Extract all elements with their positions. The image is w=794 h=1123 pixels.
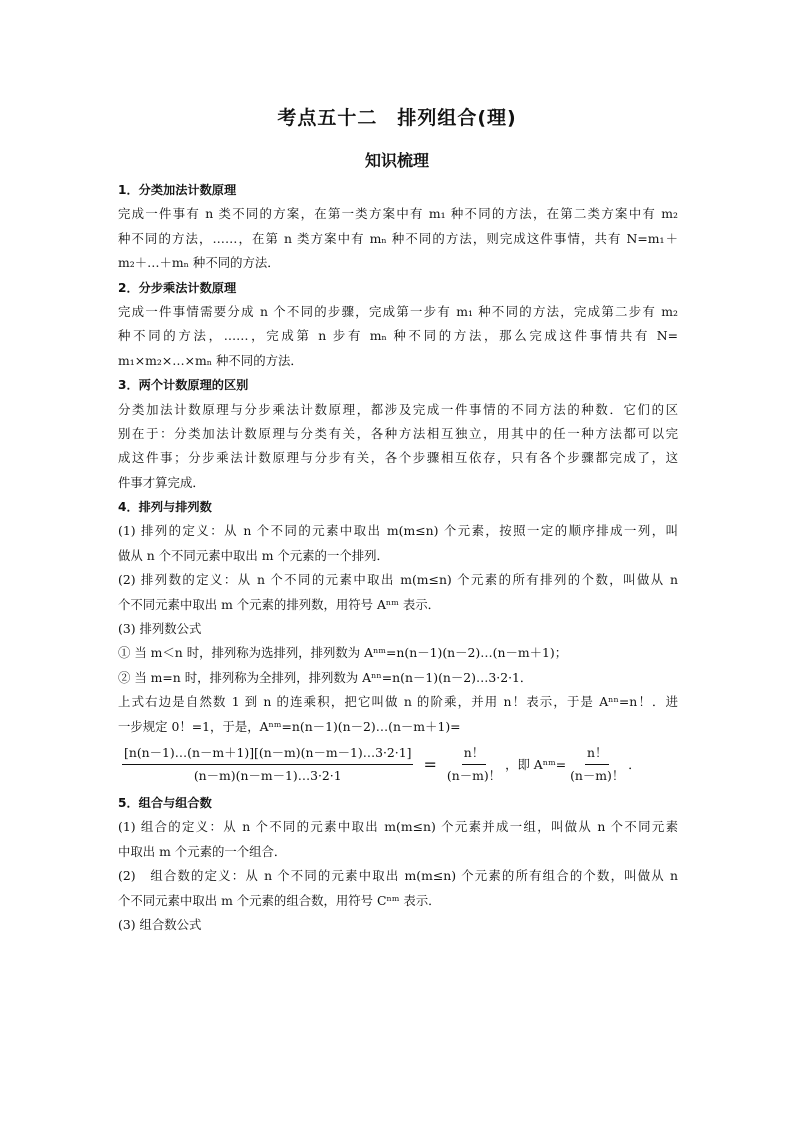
paragraph-line: 个不同元素中取出 m 个元素的组合数，用符号 Cⁿᵐ 表示． bbox=[118, 892, 441, 908]
fraction-numerator: n！ bbox=[462, 744, 486, 765]
fraction bbox=[570, 744, 624, 785]
fraction-denominator: (n－m)！ bbox=[446, 768, 502, 784]
formula-end: ． bbox=[628, 756, 641, 772]
paragraph-line: 中取出 m 个元素的一个组合． bbox=[118, 843, 287, 859]
paragraph-line: 分类加法计数原理与分步乘法计数原理，都涉及完成一件事情的不同方法的种数．它们的区 bbox=[118, 401, 678, 417]
paragraph-line: 件事才算完成． bbox=[118, 474, 205, 490]
fraction bbox=[447, 744, 501, 785]
paragraph-line: ② 当 m=n 时，排列称为全排列，排列数为 Aⁿⁿ=n(n－1)(n－2)…3·2·1． bbox=[118, 669, 533, 685]
paragraph-line: (1) 组合的定义：从 n 个不同的元素中取出 m(m≤n) 个元素并成一组，叫做从 n 个不同元素 bbox=[118, 819, 678, 835]
section-heading: 1．分类加法计数原理 bbox=[118, 183, 237, 197]
document-title: 考点五十二 排列组合(理) bbox=[277, 107, 517, 129]
paragraph-line: (3) 组合数公式 bbox=[118, 916, 202, 932]
formula-row bbox=[118, 739, 678, 791]
paragraph-line: (1) 排列的定义：从 n 个不同的元素中取出 m(m≤n) 个元素，按照一定的顺序排成一列，叫 bbox=[118, 523, 678, 539]
section-subtitle: 知识梳理 bbox=[364, 151, 429, 170]
paragraph-line: 种不同的方法，……，完成第 n 步有 mₙ 种不同的方法，那么完成这件事情共有 N= bbox=[118, 328, 678, 344]
equals-sign: = bbox=[423, 754, 437, 774]
paragraph-line: (3) 排列数公式 bbox=[118, 621, 202, 637]
paragraph-line: (2) 排列数的定义：从 n 个不同的元素中取出 m(m≤n) 个元素的所有排列的个数，叫做从 n bbox=[118, 572, 678, 588]
paragraph-line: 完成一件事有 n 类不同的方案，在第一类方案中有 m₁ 种不同的方法，在第二类方案中有 m₂ bbox=[118, 206, 678, 222]
paragraph-line: 别在于：分类加法计数原理与分类有关，各种方法相互独立，用其中的任一种方法都可以完 bbox=[118, 425, 678, 441]
paragraph-line: 一步规定 0！=1，于是，Aⁿᵐ=n(n－1)(n－2)…(n－m＋1)= bbox=[118, 718, 461, 734]
paragraph-line: ① 当 m＜n 时，排列称为选排列，排列数为 Aⁿᵐ=n(n－1)(n－2)…(n－m＋1)； bbox=[118, 645, 568, 661]
section-heading: 2．分步乘法计数原理 bbox=[118, 280, 237, 295]
fraction-denominator: (n－m)！ bbox=[570, 768, 625, 784]
section-heading: 5．组合与组合数 bbox=[118, 795, 212, 810]
fraction-numerator: [n(n－1)…(n－m＋1)][(n－m)(n－m－1)…3·2·1] bbox=[122, 744, 413, 765]
paragraph-line: m₁×m₂×…×mₙ 种不同的方法． bbox=[118, 352, 303, 368]
paragraph-line: 做从 n 个不同元素中取出 m 个元素的一个排列． bbox=[118, 547, 389, 563]
paragraph-line: 上式右边是自然数 1 到 n 的连乘积，把它叫做 n 的阶乘，并用 n！表示，于是 Aⁿⁿ=n！．进 bbox=[118, 694, 678, 710]
paragraph-line: 种不同的方法，……，在第 n 类方案中有 mₙ 种不同的方法，则完成这件事情，共有 N=m₁＋ bbox=[118, 230, 678, 246]
paragraph-line: (2) 组合数的定义：从 n 个不同的元素中取出 m(m≤n) 个元素的所有组合的个数，叫做从 n bbox=[118, 868, 678, 884]
document-body bbox=[118, 178, 678, 937]
paragraph-line: m₂＋…＋mₙ 种不同的方法． bbox=[118, 255, 280, 271]
fraction bbox=[122, 744, 413, 785]
paragraph-line: 成这件事；分步乘法计数原理与分步有关，各个步骤相互依存，只有各个步骤都完成了，这 bbox=[118, 450, 678, 466]
formula-text: ，即 Aⁿᵐ= bbox=[505, 756, 567, 772]
fraction-numerator: n！ bbox=[585, 744, 609, 765]
fraction-denominator: (n－m)(n－m－1)…3·2·1 bbox=[193, 768, 342, 784]
section-heading: 4．排列与排列数 bbox=[118, 500, 212, 515]
paragraph-line: 个不同元素中取出 m 个元素的排列数，用符号 Aⁿᵐ 表示． bbox=[118, 596, 441, 612]
paragraph-line: 完成一件事情需要分成 n 个不同的步骤，完成第一步有 m₁ 种不同的方法，完成第二步有 m₂ bbox=[118, 303, 678, 319]
section-heading: 3．两个计数原理的区别 bbox=[118, 378, 249, 393]
